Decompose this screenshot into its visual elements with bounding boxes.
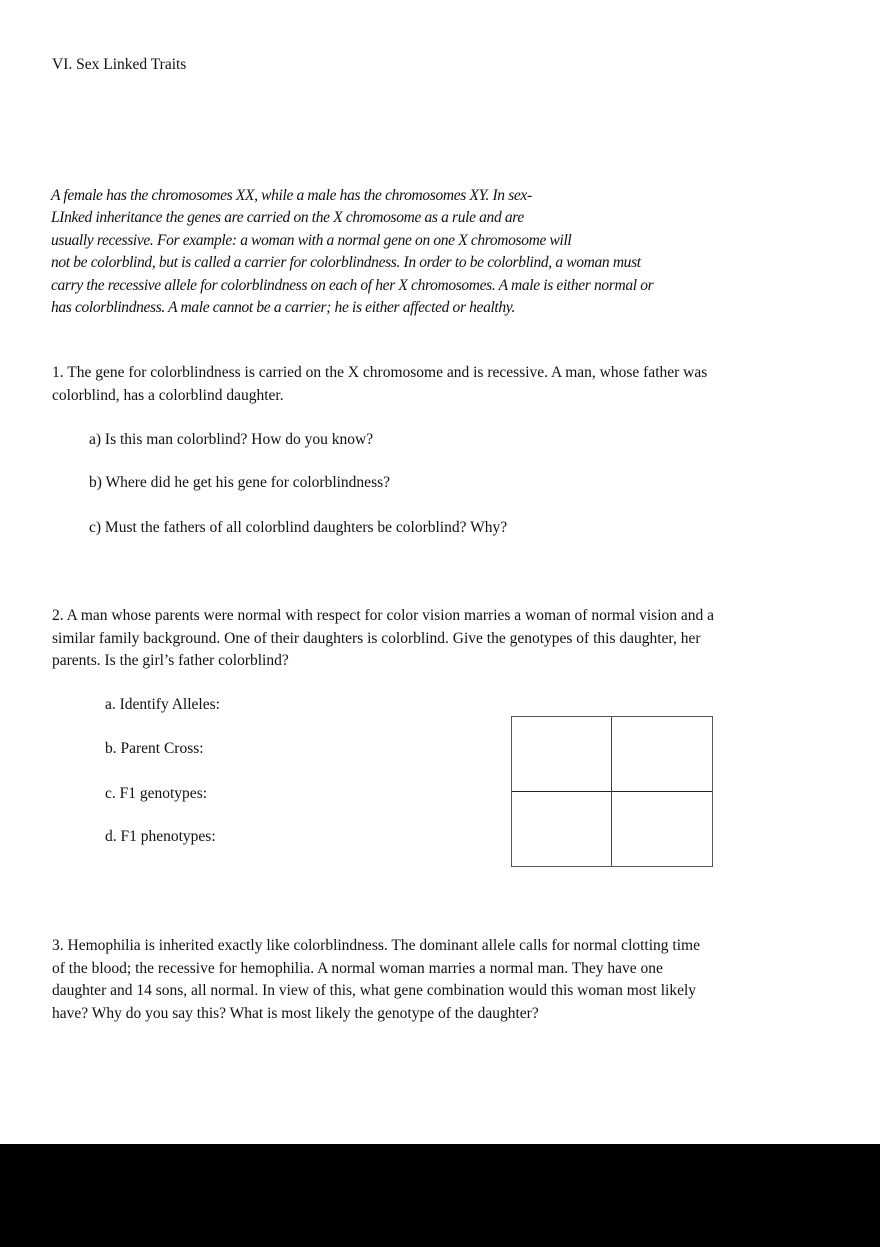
intro-line: not be colorblind, but is called a carrier for colorblindness. In order to be colorblind, a woman must <box>51 254 641 272</box>
question-2-part-b: b. Parent Cross: <box>105 740 204 757</box>
question-line: of the blood; the recessive for hemophilia. A normal woman marries a normal man. They have one <box>52 959 663 977</box>
question-1-part-a: a) Is this man colorblind? How do you know? <box>89 431 374 448</box>
question-1-text <box>52 362 707 407</box>
question-2-part-d: d. F1 phenotypes: <box>105 828 216 845</box>
intro-line: carry the recessive allele for colorblindness on each of her X chromosomes. A male is either normal or <box>51 276 654 294</box>
punnett-cell <box>612 792 712 867</box>
intro-line: usually recessive. For example: a woman with a normal gene on one X chromosome will <box>51 231 572 249</box>
question-2-text <box>52 605 714 673</box>
question-1-part-c: c) Must the fathers of all colorblind daughters be colorblind? Why? <box>89 519 508 536</box>
section-title: VI. Sex Linked Traits <box>52 56 187 73</box>
bottom-black-bar <box>0 1144 880 1247</box>
question-line: parents. Is the girl’s father colorblind? <box>52 652 289 669</box>
question-line: have? Why do you say this? What is most likely the genotype of the daughter? <box>52 1004 539 1022</box>
punnett-square <box>511 716 713 867</box>
question-line: 3. Hemophilia is inherited exactly like colorblindness. The dominant allele calls for normal clotting time <box>52 937 700 954</box>
intro-line: has colorblindness. A male cannot be a carrier; he is either affected or healthy. <box>51 299 515 317</box>
question-1-part-b: b) Where did he get his gene for colorblindness? <box>89 474 391 491</box>
question-line: colorblind, has a colorblind daughter. <box>52 386 284 404</box>
question-line: similar family background. One of their daughters is colorblind. Give the genotypes of this daughter, her <box>52 629 701 647</box>
punnett-cell <box>512 792 612 867</box>
punnett-cell <box>612 717 712 792</box>
question-line: 1. The gene for colorblindness is carried on the X chromosome and is recessive. A man, whose father was <box>52 364 708 381</box>
intro-line: A female has the chromosomes XX, while a male has the chromosomes XY. In sex- <box>51 187 532 204</box>
question-3-text <box>52 935 700 1025</box>
question-line: 2. A man whose parents were normal with respect for color vision marries a woman of normal vision and a <box>52 607 715 624</box>
question-line: daughter and 14 sons, all normal. In view of this, what gene combination would this woman most likely <box>52 982 697 999</box>
intro-line: LInked inheritance the genes are carried on the X chromosome as a rule and are <box>51 209 524 227</box>
punnett-cell <box>512 717 612 792</box>
intro-paragraph <box>51 185 653 319</box>
question-2-part-a: a. Identify Alleles: <box>105 696 220 713</box>
question-2-part-c: c. F1 genotypes: <box>105 785 208 802</box>
